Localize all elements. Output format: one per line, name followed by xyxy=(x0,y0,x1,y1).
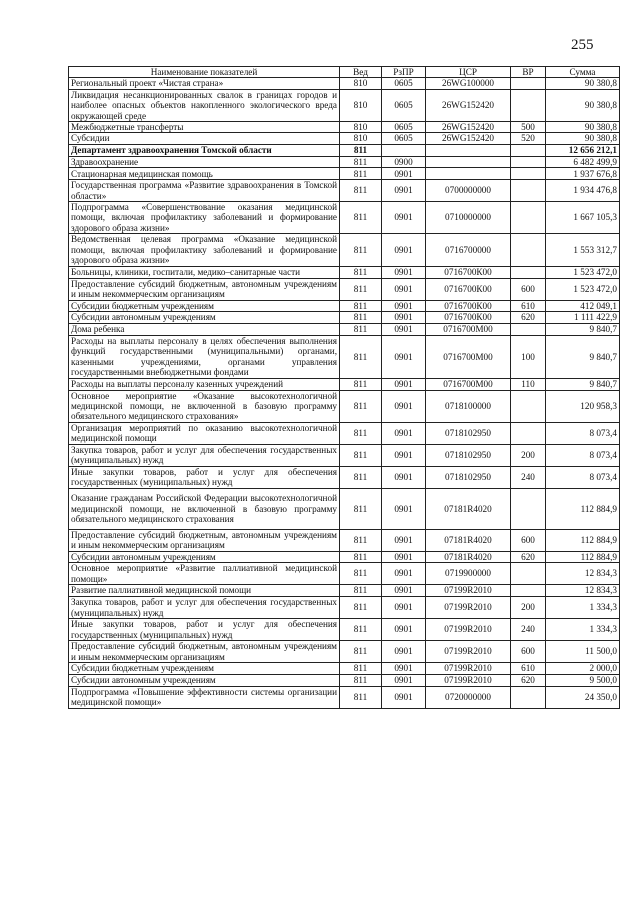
cell-name: Субсидии xyxy=(69,133,340,144)
table-row xyxy=(69,619,620,641)
cell-ved: 811 xyxy=(340,378,382,390)
cell-name: Оказание гражданам Российской Федерации высокотехнологичной медицинской помощи, не включенной в базовую программу обязательного медицинского страхования xyxy=(69,488,340,529)
cell-rzpr: 0901 xyxy=(382,266,426,278)
table-row xyxy=(69,529,620,551)
cell-csr: 0700000000 xyxy=(426,180,511,202)
table-row xyxy=(69,663,620,674)
cell-rzpr: 0901 xyxy=(382,202,426,234)
cell-vr: 620 xyxy=(511,311,546,323)
table-row xyxy=(69,597,620,619)
cell-name: Ведомственная целевая программа «Оказание медицинской помощи, включая профилактику заболеваний и формирование здорового образа жизни» xyxy=(69,234,340,266)
cell-vr xyxy=(511,156,546,167)
table-row xyxy=(69,551,620,562)
table-row xyxy=(69,300,620,311)
table-row xyxy=(69,278,620,300)
table-row xyxy=(69,156,620,167)
cell-rzpr: 0901 xyxy=(382,674,426,686)
header-name: Наименование показателей xyxy=(69,67,340,78)
cell-csr: 07199R2010 xyxy=(426,597,511,619)
cell-ved: 811 xyxy=(340,674,382,686)
table-row xyxy=(69,323,620,335)
cell-ved: 811 xyxy=(340,144,382,156)
cell-rzpr: 0901 xyxy=(382,422,426,444)
cell-sum: 8 073,4 xyxy=(546,466,620,488)
table-row xyxy=(69,133,620,144)
cell-csr: 26WG152420 xyxy=(426,89,511,121)
cell-csr: 0716700К00 xyxy=(426,266,511,278)
cell-rzpr: 0901 xyxy=(382,168,426,180)
table-row xyxy=(69,674,620,686)
cell-ved: 811 xyxy=(340,488,382,529)
cell-csr: 0716700М00 xyxy=(426,323,511,335)
cell-sum: 1 523 472,0 xyxy=(546,266,620,278)
cell-rzpr: 0901 xyxy=(382,488,426,529)
cell-vr xyxy=(511,323,546,335)
cell-name: Иные закупки товаров, работ и услуг для обеспечения государственных (муниципальных) нужд xyxy=(69,466,340,488)
table-row xyxy=(69,89,620,121)
cell-name: Государственная программа «Развитие здравоохранения в Томской области» xyxy=(69,180,340,202)
cell-sum: 9 840,7 xyxy=(546,323,620,335)
cell-name: Организация мероприятий по оказанию высокотехнологичной медицинской помощи xyxy=(69,422,340,444)
cell-sum: 9 840,7 xyxy=(546,378,620,390)
cell-csr: 07199R2010 xyxy=(426,641,511,663)
cell-ved: 811 xyxy=(340,156,382,167)
cell-sum: 90 380,8 xyxy=(546,78,620,89)
cell-ved: 811 xyxy=(340,551,382,562)
cell-rzpr: 0901 xyxy=(382,686,426,708)
cell-vr: 610 xyxy=(511,663,546,674)
cell-ved: 810 xyxy=(340,89,382,121)
cell-sum: 1 334,3 xyxy=(546,597,620,619)
table-row xyxy=(69,122,620,133)
cell-csr: 0716700К00 xyxy=(426,311,511,323)
cell-name: Ликвидация несанкционированных свалок в границах городов и наиболее опасных объектов накопленного экологического вреда окружающей среде xyxy=(69,89,340,121)
cell-sum: 24 350,0 xyxy=(546,686,620,708)
cell-name: Предоставление субсидий бюджетным, автономным учреждениям и иным некоммерческим организациям xyxy=(69,641,340,663)
cell-rzpr: 0901 xyxy=(382,323,426,335)
cell-ved: 810 xyxy=(340,122,382,133)
cell-vr xyxy=(511,234,546,266)
cell-rzpr: 0901 xyxy=(382,278,426,300)
cell-ved: 811 xyxy=(340,202,382,234)
cell-csr: 0716700М00 xyxy=(426,378,511,390)
cell-name: Межбюджетные трансферты xyxy=(69,122,340,133)
cell-rzpr: 0901 xyxy=(382,641,426,663)
cell-sum: 12 656 212,1 xyxy=(546,144,620,156)
cell-sum: 1 937 676,8 xyxy=(546,168,620,180)
table-header-row xyxy=(69,67,620,78)
cell-sum: 112 884,9 xyxy=(546,529,620,551)
cell-csr xyxy=(426,156,511,167)
cell-csr: 0720000000 xyxy=(426,686,511,708)
cell-name: Департамент здравоохранения Томской области xyxy=(69,144,340,156)
table-row xyxy=(69,168,620,180)
cell-ved: 811 xyxy=(340,466,382,488)
cell-rzpr: 0605 xyxy=(382,133,426,144)
cell-name: Здравоохранение xyxy=(69,156,340,167)
cell-vr xyxy=(511,390,546,422)
cell-csr: 0718102950 xyxy=(426,444,511,466)
cell-rzpr: 0605 xyxy=(382,89,426,121)
table-row xyxy=(69,335,620,378)
cell-rzpr: 0901 xyxy=(382,300,426,311)
budget-table xyxy=(68,66,620,709)
cell-vr: 620 xyxy=(511,674,546,686)
cell-name: Предоставление субсидий бюджетным, автономным учреждениям и иным некоммерческим организациям xyxy=(69,278,340,300)
cell-name: Основное мероприятие «Оказание высокотехнологичной медицинской помощи, не включенной в базовую программу обязательного медицинского страхования» xyxy=(69,390,340,422)
cell-csr: 0719900000 xyxy=(426,563,511,585)
header-vr: ВР xyxy=(511,67,546,78)
table-row xyxy=(69,563,620,585)
cell-sum: 1 523 472,0 xyxy=(546,278,620,300)
cell-vr: 100 xyxy=(511,335,546,378)
cell-rzpr: 0901 xyxy=(382,597,426,619)
cell-csr: 0718102950 xyxy=(426,466,511,488)
cell-name: Закупка товаров, работ и услуг для обеспечения государственных (муниципальных) нужд xyxy=(69,444,340,466)
cell-csr: 26WG152420 xyxy=(426,133,511,144)
cell-vr: 240 xyxy=(511,466,546,488)
table-row xyxy=(69,311,620,323)
cell-rzpr: 0901 xyxy=(382,529,426,551)
cell-vr xyxy=(511,585,546,597)
cell-vr xyxy=(511,202,546,234)
header-rzpr: РзПР xyxy=(382,67,426,78)
cell-rzpr: 0605 xyxy=(382,78,426,89)
cell-name: Стационарная медицинская помощь xyxy=(69,168,340,180)
cell-vr xyxy=(511,144,546,156)
table-row xyxy=(69,266,620,278)
cell-ved: 811 xyxy=(340,597,382,619)
cell-rzpr: 0605 xyxy=(382,122,426,133)
cell-rzpr: 0901 xyxy=(382,444,426,466)
cell-csr: 0716700000 xyxy=(426,234,511,266)
cell-ved: 811 xyxy=(340,529,382,551)
cell-vr: 520 xyxy=(511,133,546,144)
cell-ved: 811 xyxy=(340,663,382,674)
header-sum: Сумма xyxy=(546,67,620,78)
cell-vr xyxy=(511,563,546,585)
cell-vr: 600 xyxy=(511,641,546,663)
cell-name: Подпрограмма «Повышение эффективности системы организации медицинской помощи» xyxy=(69,686,340,708)
cell-sum: 1 334,3 xyxy=(546,619,620,641)
cell-sum: 1 667 105,3 xyxy=(546,202,620,234)
cell-sum: 112 884,9 xyxy=(546,488,620,529)
table-row xyxy=(69,202,620,234)
cell-name: Расходы на выплаты персоналу в целях обеспечения выполнения функций государственными (муниципальными) органами, казенными учреждениями, органами управления государственными внебюджетными фондами xyxy=(69,335,340,378)
cell-name: Дома ребенка xyxy=(69,323,340,335)
table-row xyxy=(69,234,620,266)
cell-csr: 07181R4020 xyxy=(426,551,511,562)
cell-sum: 9 840,7 xyxy=(546,335,620,378)
cell-vr: 500 xyxy=(511,122,546,133)
cell-sum: 12 834,3 xyxy=(546,563,620,585)
cell-ved: 811 xyxy=(340,168,382,180)
cell-ved: 811 xyxy=(340,444,382,466)
cell-ved: 811 xyxy=(340,641,382,663)
cell-ved: 811 xyxy=(340,335,382,378)
table-row xyxy=(69,180,620,202)
cell-sum: 2 000,0 xyxy=(546,663,620,674)
table-row xyxy=(69,144,620,156)
cell-rzpr: 0901 xyxy=(382,390,426,422)
cell-vr: 200 xyxy=(511,444,546,466)
cell-csr: 0718102950 xyxy=(426,422,511,444)
cell-csr: 07181R4020 xyxy=(426,488,511,529)
cell-rzpr: 0901 xyxy=(382,234,426,266)
cell-rzpr: 0901 xyxy=(382,585,426,597)
cell-vr: 240 xyxy=(511,619,546,641)
cell-csr: 0718100000 xyxy=(426,390,511,422)
cell-name: Закупка товаров, работ и услуг для обеспечения государственных (муниципальных) нужд xyxy=(69,597,340,619)
cell-name: Иные закупки товаров, работ и услуг для обеспечения государственных (муниципальных) нужд xyxy=(69,619,340,641)
cell-rzpr: 0901 xyxy=(382,619,426,641)
cell-rzpr: 0900 xyxy=(382,156,426,167)
cell-sum: 120 958,3 xyxy=(546,390,620,422)
cell-vr: 600 xyxy=(511,529,546,551)
cell-vr: 200 xyxy=(511,597,546,619)
cell-csr: 26WG100000 xyxy=(426,78,511,89)
cell-name: Субсидии бюджетным учреждениям xyxy=(69,300,340,311)
cell-ved: 811 xyxy=(340,323,382,335)
cell-sum: 9 500,0 xyxy=(546,674,620,686)
cell-ved: 811 xyxy=(340,422,382,444)
cell-sum: 90 380,8 xyxy=(546,122,620,133)
cell-ved: 811 xyxy=(340,234,382,266)
cell-sum: 412 049,1 xyxy=(546,300,620,311)
cell-csr: 0716700К00 xyxy=(426,278,511,300)
cell-rzpr xyxy=(382,144,426,156)
cell-vr: 610 xyxy=(511,300,546,311)
cell-vr xyxy=(511,422,546,444)
cell-sum: 1 934 476,8 xyxy=(546,180,620,202)
cell-name: Предоставление субсидий бюджетным, автономным учреждениям и иным некоммерческим организациям xyxy=(69,529,340,551)
cell-name: Субсидии автономным учреждениям xyxy=(69,551,340,562)
cell-sum: 112 884,9 xyxy=(546,551,620,562)
cell-name: Субсидии автономным учреждениям xyxy=(69,311,340,323)
cell-sum: 6 482 499,9 xyxy=(546,156,620,167)
page-number: 255 xyxy=(571,37,594,53)
cell-csr xyxy=(426,168,511,180)
cell-ved: 811 xyxy=(340,311,382,323)
header-ved: Вед xyxy=(340,67,382,78)
cell-vr xyxy=(511,78,546,89)
cell-name: Основное мероприятие «Развитие паллиативной медицинской помощи» xyxy=(69,563,340,585)
cell-csr: 0716700М00 xyxy=(426,335,511,378)
cell-name: Субсидии бюджетным учреждениям xyxy=(69,663,340,674)
cell-name: Подпрограмма «Совершенствование оказания медицинской помощи, включая профилактику заболеваний и формирование здорового образа жизни» xyxy=(69,202,340,234)
cell-name: Расходы на выплаты персоналу казенных учреждений xyxy=(69,378,340,390)
table-row xyxy=(69,585,620,597)
cell-vr xyxy=(511,266,546,278)
cell-csr: 0716700К00 xyxy=(426,300,511,311)
cell-csr xyxy=(426,144,511,156)
cell-rzpr: 0901 xyxy=(382,311,426,323)
table-row xyxy=(69,78,620,89)
cell-sum: 8 073,4 xyxy=(546,422,620,444)
table-row xyxy=(69,641,620,663)
table-row xyxy=(69,686,620,708)
cell-csr: 07199R2010 xyxy=(426,619,511,641)
cell-ved: 811 xyxy=(340,278,382,300)
cell-csr: 07181R4020 xyxy=(426,529,511,551)
table-row xyxy=(69,466,620,488)
cell-ved: 811 xyxy=(340,390,382,422)
cell-ved: 811 xyxy=(340,563,382,585)
cell-name: Субсидии автономным учреждениям xyxy=(69,674,340,686)
cell-vr xyxy=(511,89,546,121)
cell-sum: 8 073,4 xyxy=(546,444,620,466)
table-row xyxy=(69,488,620,529)
cell-ved: 811 xyxy=(340,585,382,597)
cell-csr: 07199R2010 xyxy=(426,663,511,674)
cell-vr xyxy=(511,686,546,708)
table-row xyxy=(69,378,620,390)
header-csr: ЦСР xyxy=(426,67,511,78)
cell-rzpr: 0901 xyxy=(382,335,426,378)
cell-rzpr: 0901 xyxy=(382,378,426,390)
cell-rzpr: 0901 xyxy=(382,663,426,674)
table-row xyxy=(69,444,620,466)
cell-csr: 07199R2010 xyxy=(426,585,511,597)
table-row xyxy=(69,422,620,444)
cell-rzpr: 0901 xyxy=(382,551,426,562)
cell-sum: 1 553 312,7 xyxy=(546,234,620,266)
table-body xyxy=(69,78,620,708)
cell-vr xyxy=(511,488,546,529)
table-row xyxy=(69,390,620,422)
cell-vr xyxy=(511,168,546,180)
cell-ved: 810 xyxy=(340,78,382,89)
cell-csr: 26WG152420 xyxy=(426,122,511,133)
cell-ved: 811 xyxy=(340,686,382,708)
cell-ved: 811 xyxy=(340,300,382,311)
cell-vr: 620 xyxy=(511,551,546,562)
cell-ved: 810 xyxy=(340,133,382,144)
cell-csr: 07199R2010 xyxy=(426,674,511,686)
cell-sum: 12 834,3 xyxy=(546,585,620,597)
cell-vr xyxy=(511,180,546,202)
cell-sum: 90 380,8 xyxy=(546,89,620,121)
cell-sum: 11 500,0 xyxy=(546,641,620,663)
cell-ved: 811 xyxy=(340,266,382,278)
cell-name: Региональный проект «Чистая страна» xyxy=(69,78,340,89)
cell-name: Больницы, клиники, госпитали, медико–санитарные части xyxy=(69,266,340,278)
cell-rzpr: 0901 xyxy=(382,466,426,488)
cell-rzpr: 0901 xyxy=(382,180,426,202)
cell-vr: 600 xyxy=(511,278,546,300)
cell-vr: 110 xyxy=(511,378,546,390)
cell-rzpr: 0901 xyxy=(382,563,426,585)
cell-name: Развитие паллиативной медицинской помощи xyxy=(69,585,340,597)
cell-ved: 811 xyxy=(340,619,382,641)
cell-csr: 0710000000 xyxy=(426,202,511,234)
cell-ved: 811 xyxy=(340,180,382,202)
cell-sum: 1 111 422,9 xyxy=(546,311,620,323)
cell-sum: 90 380,8 xyxy=(546,133,620,144)
